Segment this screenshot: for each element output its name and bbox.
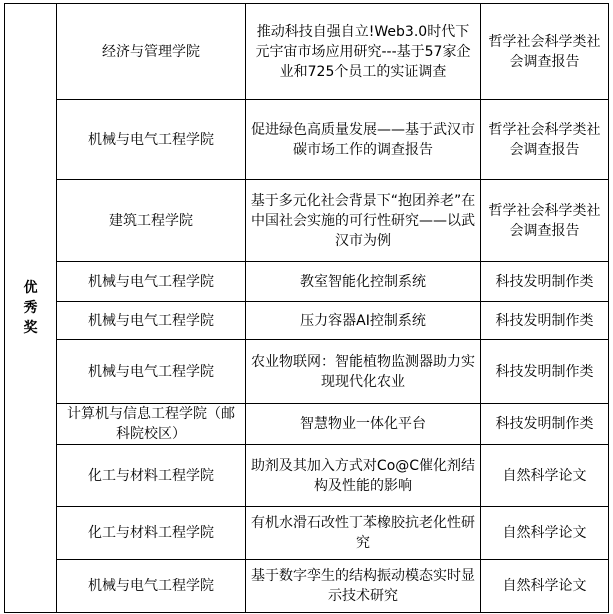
table-row [5,302,609,340]
category-cell: 哲学社会科学类社会调查报告 [481,100,609,180]
category-cell: 哲学社会科学类社会调查报告 [481,4,609,100]
category-cell: 自然科学论文 [481,507,609,560]
category-cell: 科技发明制作类 [481,302,609,340]
category-cell: 科技发明制作类 [481,340,609,404]
title-cell: 推动科技自强自立!Web3.0时代下元宇宙市场应用研究---基于57家企业和725个员工的实证调查 [246,4,481,100]
college-cell: 机械与电气工程学院 [57,100,246,180]
college-cell: 经济与管理学院 [57,4,246,100]
table-row [5,262,609,302]
college-cell: 机械与电气工程学院 [57,262,246,302]
title-cell: 基于多元化社会背景下“抱团养老”在中国社会实施的可行性研究——以武汉市为例 [246,180,481,262]
award-char: 优 [23,280,38,296]
title-cell: 促进绿色高质量发展——基于武汉市碳市场工作的调查报告 [246,100,481,180]
table-row [5,340,609,404]
table-row [5,180,609,262]
college-cell: 建筑工程学院 [57,180,246,262]
college-cell: 化工与材料工程学院 [57,507,246,560]
awards-table [4,3,609,613]
title-cell: 基于数字孪生的结构振动模态实时显示技术研究 [246,560,481,613]
title-cell: 有机水滑石改性丁苯橡胶抗老化性研究 [246,507,481,560]
award-char: 奖 [23,320,38,336]
college-cell: 机械与电气工程学院 [57,340,246,404]
category-cell: 科技发明制作类 [481,404,609,445]
table-row [5,507,609,560]
table-row [5,404,609,445]
category-cell: 哲学社会科学类社会调查报告 [481,180,609,262]
college-cell: 计算机与信息工程学院（邮科院校区） [57,404,246,445]
category-cell: 自然科学论文 [481,445,609,507]
category-cell: 科技发明制作类 [481,262,609,302]
college-cell: 机械与电气工程学院 [57,560,246,613]
title-cell: 农业物联网：智能植物监测器助力实现现代化农业 [246,340,481,404]
table-row [5,4,609,100]
college-cell: 机械与电气工程学院 [57,302,246,340]
table-row [5,100,609,180]
title-cell: 助剂及其加入方式对Co@C催化剂结构及性能的影响 [246,445,481,507]
table-row [5,445,609,507]
title-cell: 压力容器AI控制系统 [246,302,481,340]
college-cell: 化工与材料工程学院 [57,445,246,507]
award-level-cell [5,4,57,613]
category-cell: 自然科学论文 [481,560,609,613]
table-row [5,560,609,613]
title-cell: 教室智能化控制系统 [246,262,481,302]
title-cell: 智慧物业一体化平台 [246,404,481,445]
award-char: 秀 [23,300,38,316]
